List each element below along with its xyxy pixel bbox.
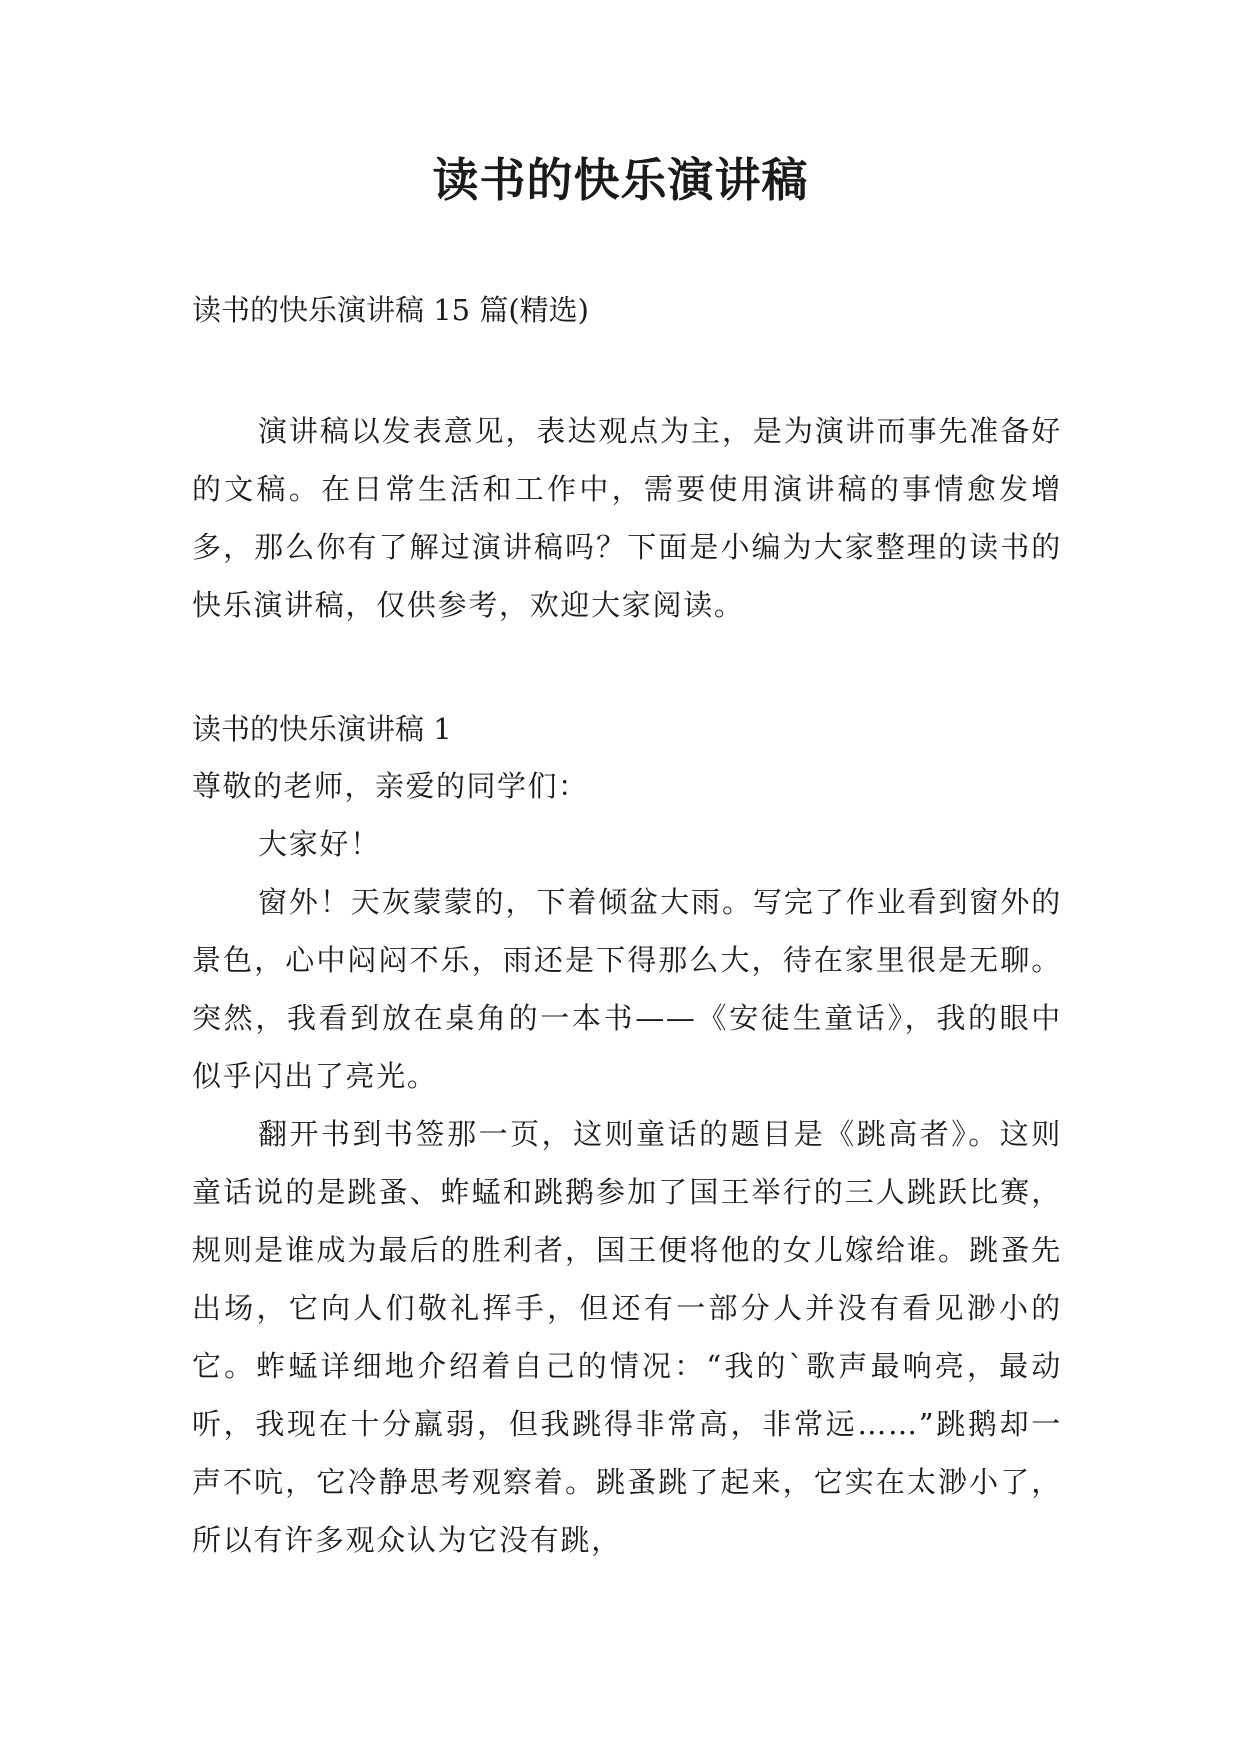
body-paragraph: 翻开书到书签那一页，这则童话的题目是《跳高者》。这则童话说的是跳蚤、蚱蜢和跳鹅参加了国王举行的三人跳跃比赛，规则是谁成为最后的胜利者，国王便将他的女儿嫁给谁。跳蚤先出场，它向人们敬礼挥手，但还有一部分人并没有看见渺小的它。蚱蜢详细地介绍着自己的情况：“我的`歌声最响亮，最动听，我现在十分羸弱，但我跳得非常高，非常远……”跳鹅却一声不吭，它冷静思考观察着。跳蚤跳了起来，它实在太渺小了，所以有许多观众认为它没有跳， bbox=[192, 1117, 1062, 1557]
body-paragraph: 大家好！ bbox=[258, 827, 381, 861]
document-title: 读书的快乐演讲稿 bbox=[432, 153, 809, 207]
intro-block bbox=[192, 402, 1062, 634]
body-paragraph: 窗外！天灰蒙蒙的，下着倾盆大雨。写完了作业看到窗外的景色，心中闷闷不乐，雨还是下得那么大，待在家里很是无聊。突然，我看到放在桌角的一本书——《安徒生童话》，我的眼中似乎闪出了亮光。 bbox=[192, 885, 1062, 1093]
speech-body bbox=[192, 815, 1062, 1569]
section-heading: 读书的快乐演讲稿 1 bbox=[192, 712, 452, 746]
intro-paragraph: 演讲稿以发表意见，表达观点为主，是为演讲而事先准备好的文稿。在日常生活和工作中，需要使用演讲稿的事情愈发增多，那么你有了解过演讲稿吗？下面是小编为大家整理的读书的快乐演讲稿，仅供参考，欢迎大家阅读。 bbox=[192, 414, 1062, 622]
salutation: 尊敬的老师，亲爱的同学们： bbox=[192, 769, 589, 803]
document-subtitle: 读书的快乐演讲稿 15 篇(精选) bbox=[192, 293, 589, 327]
